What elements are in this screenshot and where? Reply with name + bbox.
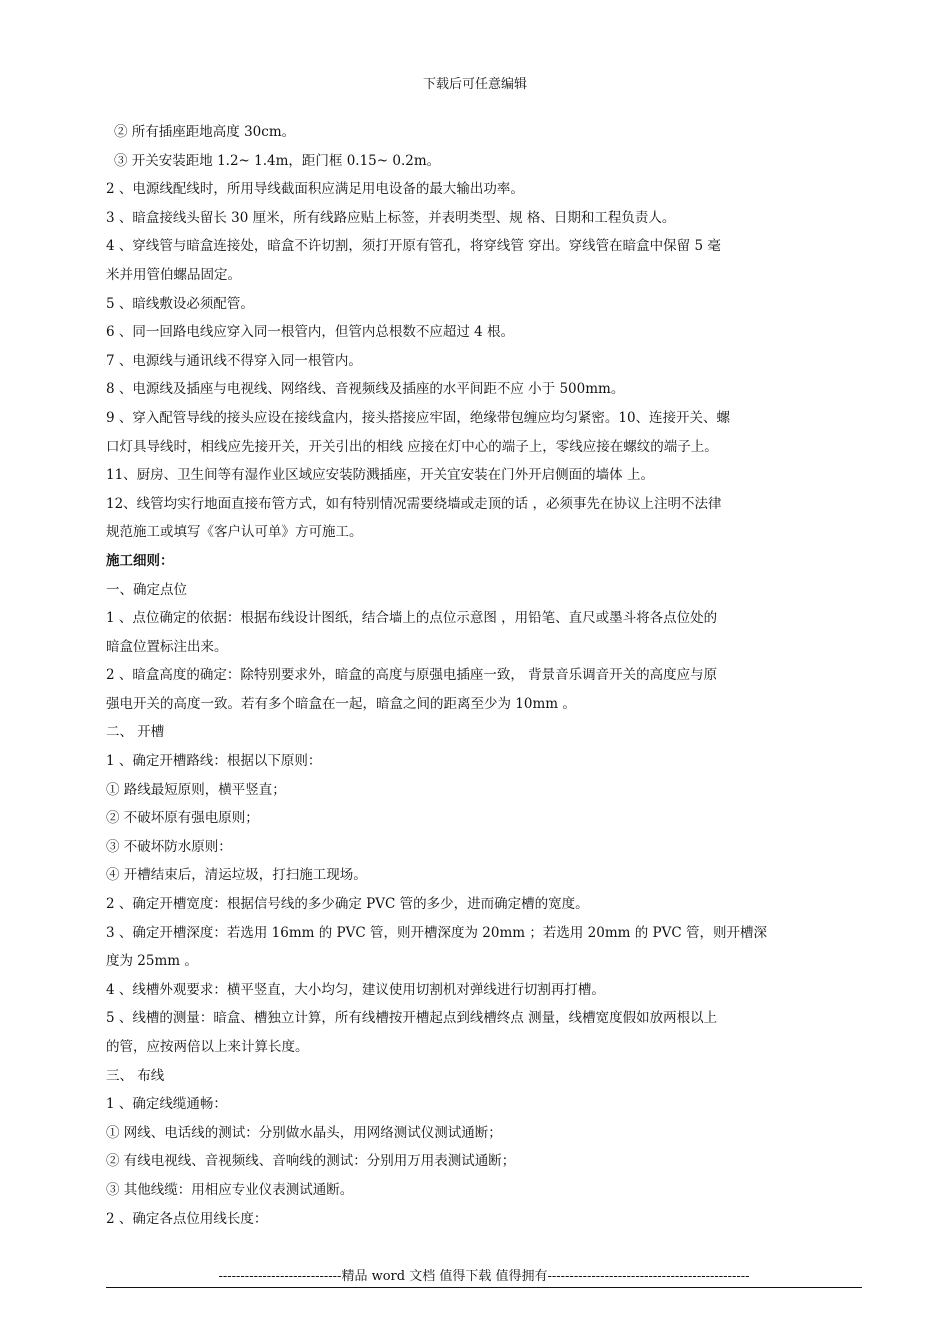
text-line: ① 网线、电话线的测试：分别做水晶头，用网络测试仪测试通断； xyxy=(106,1124,502,1141)
text-line: 5 、线槽的测量：暗盒、槽独立计算，所有线槽按开槽起点到线槽终点 测量，线槽宽度假如放两根以上 xyxy=(106,1010,718,1027)
text-line: ③ 其他线缆：用相应专业仪表测试通断。 xyxy=(106,1181,354,1198)
page-footer: ----------------------------精品 word 文档 值得下载 值得拥有---------------------------------------------- xyxy=(218,1269,750,1284)
text-line: ② 所有插座距地高度 30cm。 xyxy=(114,124,296,140)
text-line: 8 、电源线及插座与电视线、网络线、音视频线及插座的水平间距不应 小于 500mm。 xyxy=(106,381,625,398)
page-header: 下载后可任意编辑 xyxy=(422,77,527,92)
text-line: 2 、确定各点位用线长度： xyxy=(106,1210,268,1227)
text-line: 口灯具导线时，相线应先接开关，开关引出的相线 应接在灯中心的端子上，零线应接在螺纹的端子上。 xyxy=(106,438,718,455)
text-line: 4 、穿线管与暗盒连接处，暗盒不许切割，须打开原有管孔，将穿线管 穿出。穿线管在暗盒中保留 5 毫 xyxy=(106,238,721,255)
text-line: 1 、点位确定的依据：根据布线设计图纸，结合墙上的点位示意图 ，用铅笔、直尺或墨斗将各点位处的 xyxy=(106,610,718,627)
text-line: 2 、确定开槽宽度：根据信号线的多少确定 PVC 管的多少，进而确定槽的宽度。 xyxy=(106,896,589,913)
text-line: 二、 开槽 xyxy=(106,724,165,741)
text-line: ③ 开关安装距地 1.2~ 1.4m，距门框 0.15~ 0.2m。 xyxy=(114,152,441,169)
text-line: 三、 布线 xyxy=(106,1067,165,1084)
text-line: ② 不破坏原有强电原则； xyxy=(106,810,259,827)
text-line: 的管，应按两倍以上来计算长度。 xyxy=(106,1039,309,1055)
text-line: 规范施工或填写《客户认可单》方可施工。 xyxy=(106,524,363,541)
text-line: 一、确定点位 xyxy=(106,581,187,598)
text-line: 1 、确定线缆通畅： xyxy=(106,1096,227,1113)
text-line: 7 、电源线与通讯线不得穿入同一根管内。 xyxy=(106,352,362,369)
text-line: 强电开关的高度一致。若有多个暗盒在一起，暗盒之间的距离至少为 10mm 。 xyxy=(106,695,576,712)
document-body xyxy=(106,118,862,1233)
text-line: 2 、电源线配线时，所用导线截面积应满足用电设备的最大输出功率。 xyxy=(106,181,524,198)
text-line: 12、线管均实行地面直接布管方式，如有特别情况需要绕墙或走顶的话 ，必须事先在协议上注明不法律 xyxy=(106,495,722,512)
text-line: 米并用管伯螺品固定。 xyxy=(106,266,241,283)
text-line: 5 、暗线敷设必须配管。 xyxy=(106,295,254,312)
text-line: 2 、暗盒高度的确定：除特别要求外，暗盒的高度与原强电插座一致， 背景音乐调音开关的高度应与原 xyxy=(106,667,718,684)
footer-rule xyxy=(106,1287,862,1288)
text-line: 6 、同一回路电线应穿入同一根管内，但管内总根数不应超过 4 根。 xyxy=(106,324,515,341)
text-line: 11、厨房、卫生间等有湿作业区域应安装防溅插座，开关宜安装在门外开启侧面的墙体 上。 xyxy=(106,467,654,484)
text-line: ② 有线电视线、音视频线、音响线的测试：分别用万用表测试通断； xyxy=(106,1153,516,1170)
text-line: 9 、穿入配管导线的接头应设在接线盒内，接头搭接应牢固，绝缘带包缠应均匀紧密。10、连接开关、螺 xyxy=(106,409,731,426)
text-line: 3 、确定开槽深度：若选用 16mm 的 PVC 管，则开槽深度为 20mm ；若选用 20mm 的 PVC 管，则开槽深 xyxy=(106,924,767,941)
text-line: 3 、暗盒接线头留长 30 厘米，所有线路应贴上标签，并表明类型、规 格、日期和工程负责人。 xyxy=(106,209,676,226)
text-line: 度为 25mm 。 xyxy=(106,953,198,970)
text-line: 1 、确定开槽路线：根据以下原则： xyxy=(106,753,322,770)
text-line: 4 、线槽外观要求：横平竖直，大小均匀，建议使用切割机对弹线进行切割再打槽。 xyxy=(106,981,605,998)
text-line: ③ 不破坏防水原则： xyxy=(106,838,232,855)
text-line: 暗盒位置标注出来。 xyxy=(106,638,228,655)
text-line: ① 路线最短原则，横平竖直； xyxy=(106,781,286,798)
section-heading: 施工细则： xyxy=(106,552,174,569)
text-line: ④ 开槽结束后，清运垃圾，打扫施工现场。 xyxy=(106,867,367,884)
